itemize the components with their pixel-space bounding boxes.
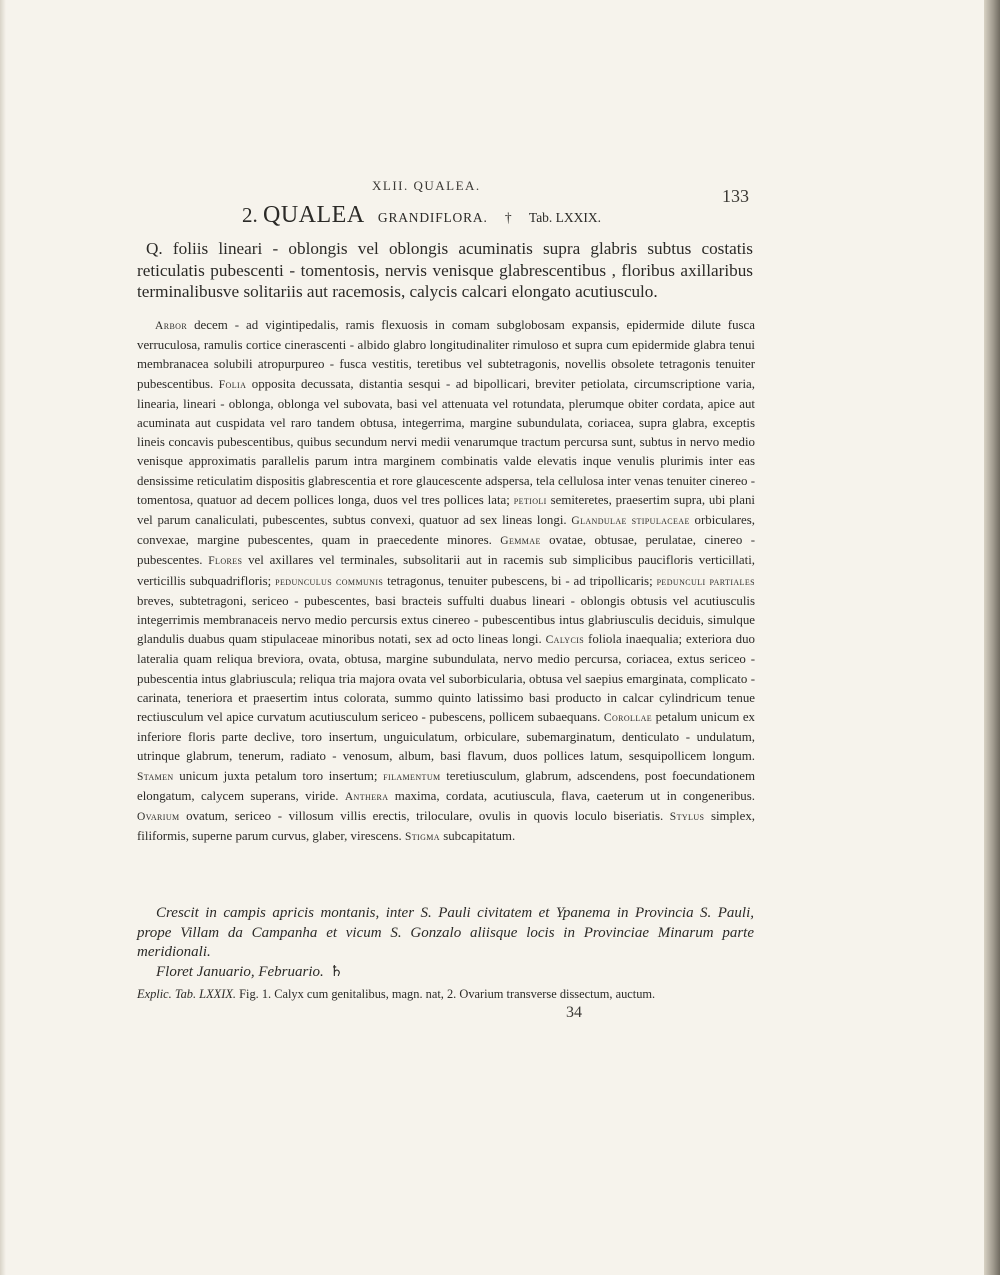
explanation-label: Explic. Tab. LXXIX. (137, 987, 237, 1001)
flowering-line (156, 962, 343, 981)
term-filamentum: filamentum (383, 770, 441, 783)
description-text: orbiculares, convexae, margine pubescentes, quam in praecedente minores. (137, 513, 756, 548)
species-title (242, 202, 601, 229)
description-text: breves, subtetragoni, sericeo - pubescentes, basi bracteis suffulti duabus lineari - oblongis obtusis vel acutiusculis integerrimis membranaceis nervo medio percursis extus cinereo - pubescentibus intus glabriusculis deciduis, simulque glandulis duabus quam stipulaceae minoribus notati, sex ad octo lineas longi. (137, 593, 755, 647)
term-pedunculi: pedunculi partiales (656, 575, 755, 588)
saturn-symbol-icon: ♄ (329, 964, 344, 980)
explanation-text: Fig. 1. Calyx cum genitalibus, magn. nat, 2. Ovarium transverse dissectum, auctum. (236, 987, 656, 1001)
description-text: ovatae, obtusae, perulatae, cinereo - pubescentes. (137, 533, 755, 568)
term-corollae: Corollae (603, 712, 653, 725)
plate-explanation (137, 987, 755, 1002)
term-arbor: Arbor (155, 320, 188, 332)
running-head: XLII. QUALEA. (372, 178, 481, 193)
species-epithet: GRANDIFLORA. (377, 210, 488, 225)
description-text: decem - ad vigintipedalis, ramis flexuosis in comam subglobosam expansis, epidermide dilute fusca verruculosa, ramulis cortice cinerascenti - albido glabro longitudinaliter rimuloso et supra cum epidermide glabra tenui membranacea solubili atropurpureo - fusca vestitis, teretibus vel subtetragonis, novellis obsolete tetragonis tenuiter pubescentibus. (137, 318, 755, 391)
term-flores: Flores (208, 555, 243, 568)
description-text: petalum unicum ex inferiore floris parte declive, toro insertum, unguiculatum, orbiculare, subemarginatum, denticulato - undulatum, utrinque glabrum, tenerum, radiato - venosum, album, basi flavum, duos pollices latum, sesquipollicem longum. (137, 710, 755, 764)
term-pedunculus: pedunculus communis (275, 575, 384, 588)
page-left-edge (0, 0, 6, 1275)
habitat-paragraph: Crescit in campis apricis montanis, inter S. Pauli civitatem et Ypanema in Provincia S. Pauli, prope Villam da Campanha et vicum S. Gonzalo aliisque locis in Provinciae Minarum parte meridionali. (137, 905, 754, 960)
species-number: 2. (242, 203, 258, 227)
description-text: tetragonus, tenuiter pubescens, bi - ad tripollicaris; (383, 573, 657, 588)
signature-mark: 34 (566, 1004, 582, 1021)
description-text: ovatum, sericeo - villosum villis erectis, triloculare, ovulis in quovis loculo biseriatis. (179, 809, 670, 824)
term-gemmae: Gemmae (500, 535, 541, 548)
page-number: 133 (722, 186, 749, 206)
description-text: teretiusculum, glabrum, adscendens, post foecundationem elongatum, calycem superans, viride. (137, 768, 755, 803)
flowering-text: Floret Januario, Februario. (156, 964, 324, 980)
term-petioli: petioli (513, 494, 547, 507)
page-right-edge (984, 0, 1000, 1275)
term-stamen: Stamen (137, 770, 174, 783)
description-text: maxima, cordata, acutiuscula, flava, caeterum ut in congeneribus. (388, 788, 755, 803)
diagnosis-paragraph: Q. foliis lineari - oblongis vel oblongis acuminatis supra glabris subtus costatis reticulatis pubescenti - tomentosis, nervis venisque glabrescentibus , floribus axillaribus terminalibusve solitariis aut racemosis, calycis calcari elongato acutiusculo. (137, 239, 753, 301)
description-text: semiteretes, praesertim supra, ubi plani vel parum canaliculati, pubescentes, subtus convexi, quatuor ad sex lineas longi. (137, 492, 755, 528)
term-glandulae: Glandulae stipulaceae (571, 515, 690, 528)
term-stigma: Stigma (404, 831, 440, 844)
description-text: vel axillares vel terminales, subsolitarii aut in racemis sub simplicibus paucifloris verticillati, verticillis subquadrifloris; (137, 553, 755, 588)
term-calycis: Calycis (545, 634, 585, 647)
term-stylus: Stylus (669, 811, 705, 824)
description-text: simplex, filiformis, superne parum curvus, glaber, virescens. (137, 809, 755, 844)
term-anthera: Anthera (344, 790, 389, 803)
description-text: foliola inaequalia; exteriora duo lateralia quam reliqua breviora, ovata, obtusa, margine subundulata, nervo medio percursa, coriacea, extus sericeo - pubescentia intus glabriuscula; reliqua tria majora ovata vel suborbicularia, obtusa vel saepius emarginata, complicato - carinata, teneriora et praesertim intus colorata, summo quinto latissimo basi producto in calcar cylindricum tenue rectiusculum vel apice curvatum acutiusculum sericeo - pubescens, pollicem subaequans. (137, 632, 756, 725)
description-text: subcapitatum. (439, 829, 516, 844)
description-paragraph (137, 316, 755, 847)
term-folia: Folia (218, 378, 247, 391)
term-ovarium: Ovarium (137, 811, 180, 824)
dagger-mark: † (504, 210, 512, 225)
plate-reference: Tab. LXXIX. (528, 210, 602, 225)
description-text: opposita decussata, distantia sesqui - ad bipollicari, breviter petiolata, circumscriptione varia, linearia, lineari - oblonga, oblonga vel subovata, basi vel attenuata vel rotundata, plerumque obiter cordata, apice aut acuminata aut cuspidata vel raro tandem obtusa, integerrima, margine subundulata, coriacea, supra glabra, exceptis lineis concavis pubescentibus, quibus secundum nervi medii venarumque tractum percursa sunt, subtus in nervo medio venisque approximatis parallelis parum intra marginem combinatis valde elevatis inque venulis plurimis inter eas densissime reticulatim dispositis glabrescentia et rore glaucescente adspersa, tela cellulosa inter venas tenuiter cinereo - tomentosa, quatuor ad decem pollices longa, duos vel tres pollices lata; (137, 376, 755, 507)
genus-name: QUALEA (263, 202, 365, 228)
description-text: unicum juxta petalum toro insertum; (173, 768, 384, 783)
